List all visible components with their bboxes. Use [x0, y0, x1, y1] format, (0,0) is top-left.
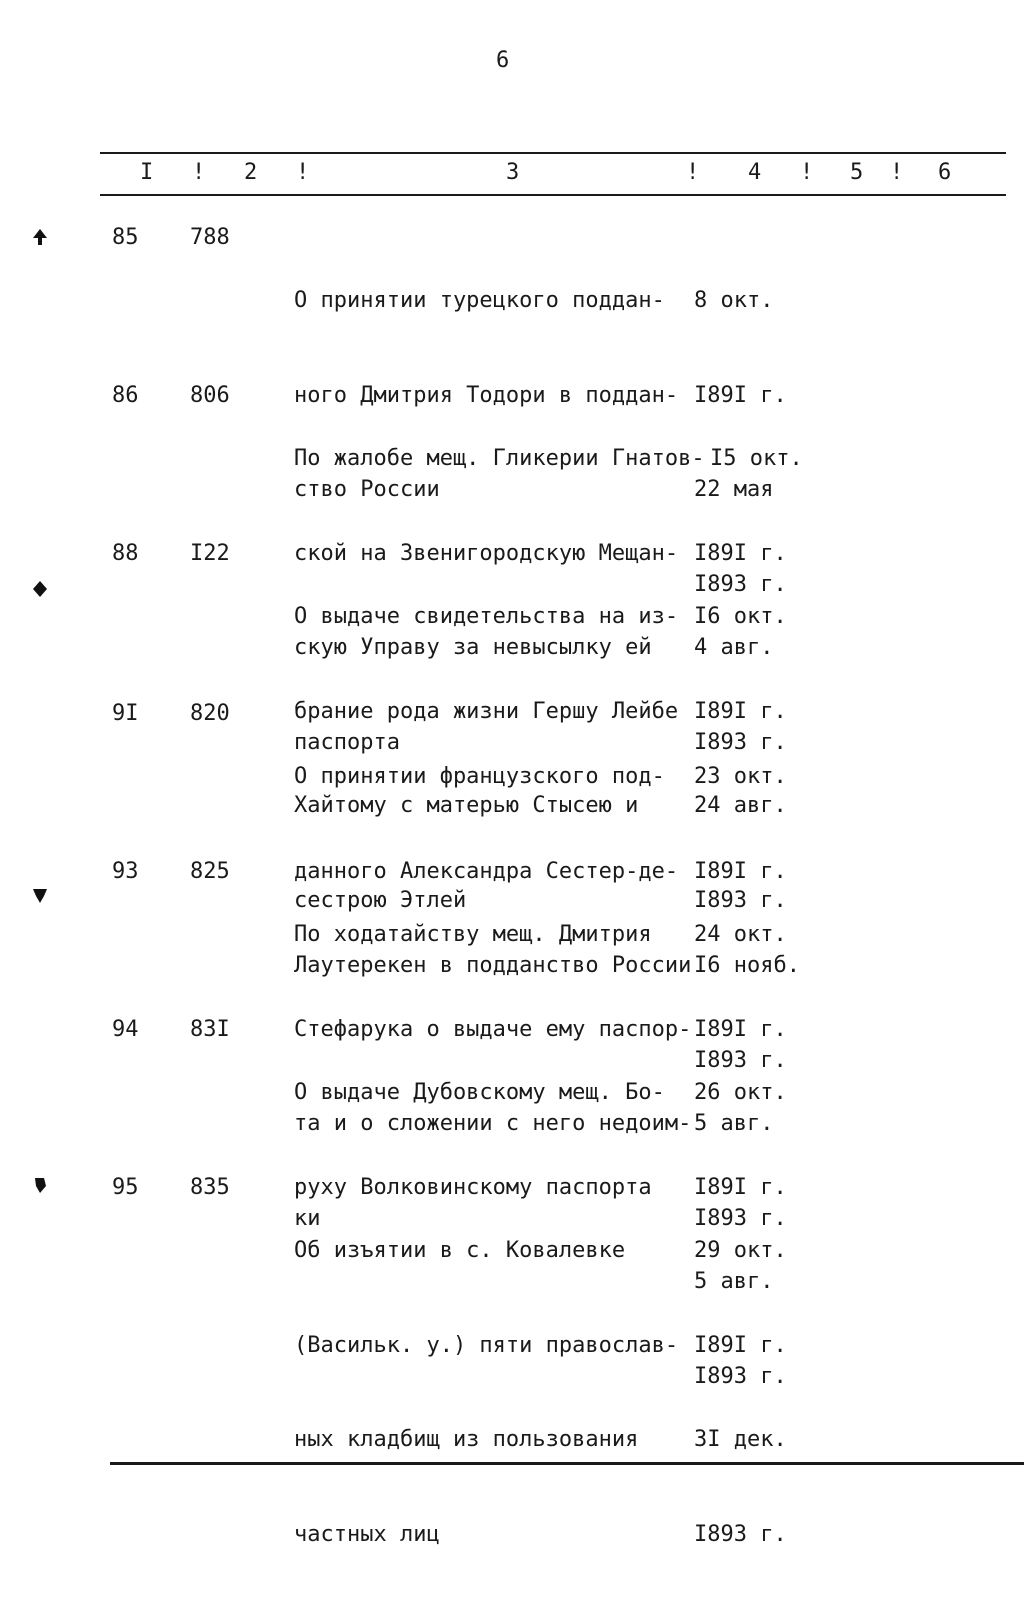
description-line: (Васильк. у.) пяти православ- [294, 1332, 679, 1358]
description-line: По ходатайству мещ. Дмитрия [294, 922, 652, 947]
date-line: I89I г. [694, 540, 787, 566]
description-line: По жалобе мещ. Гликерии Гнатов- [294, 446, 705, 471]
date-line: 5 авг. [694, 1269, 774, 1294]
date-line: 24 авг. [694, 793, 787, 818]
description-line: О выдаче свидетельства на из- [294, 604, 679, 629]
case-description [294, 1172, 678, 1613]
date-line: I89I г. [694, 382, 787, 408]
description-line: Лаутерекен в подданство России [294, 953, 692, 978]
header-col-6: 6 [938, 160, 952, 185]
date-line: I89I г. [694, 698, 787, 724]
date-line: 29 окт. [694, 1238, 787, 1263]
date-line: 24 окт. [694, 922, 787, 947]
header-separator: ! [890, 160, 904, 185]
page-number: 6 [496, 48, 510, 73]
file-number: I22 [190, 541, 230, 566]
header-col-4: 4 [748, 160, 762, 185]
date-line: I893 г. [694, 571, 787, 597]
description-line: Стефарука о выдаче ему паспор- [294, 1016, 692, 1042]
date-line: 22 мая [694, 477, 774, 502]
date-line: I6 окт. [694, 604, 787, 629]
header-separator: ! [686, 160, 700, 185]
description-line: скую Управу за невысылку ей [294, 635, 652, 660]
description-line: О принятии французского под- [294, 764, 665, 789]
binding-hole-mark-icon [32, 580, 48, 598]
description-line: частных лиц [294, 1521, 440, 1547]
row-number: 94 [112, 1017, 139, 1042]
description-line: Хайтому с матерью Стысею и [294, 793, 639, 818]
date-line: 26 окт. [694, 1080, 787, 1105]
date-line: 23 окт. [694, 764, 787, 789]
binding-hole-mark-icon [32, 1176, 48, 1194]
description-line: руху Волковинскому паспорта [294, 1174, 652, 1200]
file-number: 820 [190, 701, 230, 726]
date-line: 5 авг. [694, 1111, 774, 1136]
date-line: I5 окт. [710, 446, 803, 471]
row-number: 9I [112, 701, 139, 726]
row-number: 93 [112, 859, 139, 884]
row-number: 95 [112, 1175, 139, 1200]
date-line: I893 г. [694, 729, 787, 755]
description-line: О выдаче Дубовскому мещ. Бо- [294, 1080, 665, 1105]
file-number: 83I [190, 1017, 230, 1042]
binding-hole-mark-icon [32, 228, 48, 246]
date-line: I6 нояб. [694, 953, 800, 978]
date-line: 3I дек. [694, 1427, 787, 1452]
header-col-2: 2 [244, 160, 258, 185]
date-line: I893 г. [694, 1363, 787, 1389]
description-line: та и о сложении с него недоим- [294, 1111, 692, 1136]
bottom-rule [110, 1462, 1024, 1465]
file-number: 825 [190, 859, 230, 884]
description-line: ных кладбищ из пользования [294, 1427, 639, 1452]
date-line: I893 г. [694, 1205, 787, 1231]
date-line: I89I г. [694, 1332, 787, 1358]
description-line: сестрою Этлей [294, 887, 467, 913]
description-line: Об изъятии в с. Ковалевке [294, 1238, 626, 1263]
binding-hole-mark-icon [32, 886, 48, 904]
description-line: данного Александра Сестер-де- [294, 858, 679, 884]
description-line: брание рода жизни Гершу Лейбе [294, 698, 679, 724]
file-number: 788 [190, 225, 230, 250]
date-line: I893 г. [694, 1521, 787, 1547]
date-line: I893 г. [694, 887, 787, 913]
header-col-5: 5 [850, 160, 864, 185]
file-number: 806 [190, 383, 230, 408]
header-col-1: I [140, 160, 154, 185]
date-line: 8 окт. [694, 288, 774, 313]
date-line: I89I г. [694, 858, 787, 884]
description-line: ного Дмитрия Тодори в поддан- [294, 382, 679, 408]
description-line: ки [294, 1205, 321, 1231]
row-number: 86 [112, 383, 139, 408]
date-line: 4 авг. [694, 635, 774, 660]
header-separator: ! [192, 160, 206, 185]
description-line: паспорта [294, 729, 400, 755]
case-dates [694, 1172, 787, 1613]
description-line: ской на Звенигородскую Мещан- [294, 540, 679, 566]
row-number: 85 [112, 225, 139, 250]
date-line: I893 г. [694, 1047, 787, 1073]
header-col-3: 3 [506, 160, 520, 185]
header-separator: ! [800, 160, 814, 185]
date-line: I89I г. [694, 1174, 787, 1200]
row-number: 88 [112, 541, 139, 566]
header-separator: ! [296, 160, 310, 185]
description-line: ство России [294, 477, 440, 502]
date-line: I89I г. [694, 1016, 787, 1042]
file-number: 835 [190, 1175, 230, 1200]
header-rule-top [100, 152, 1006, 154]
description-line: О принятии турецкого поддан- [294, 288, 665, 313]
header-rule-bottom [100, 194, 1006, 196]
